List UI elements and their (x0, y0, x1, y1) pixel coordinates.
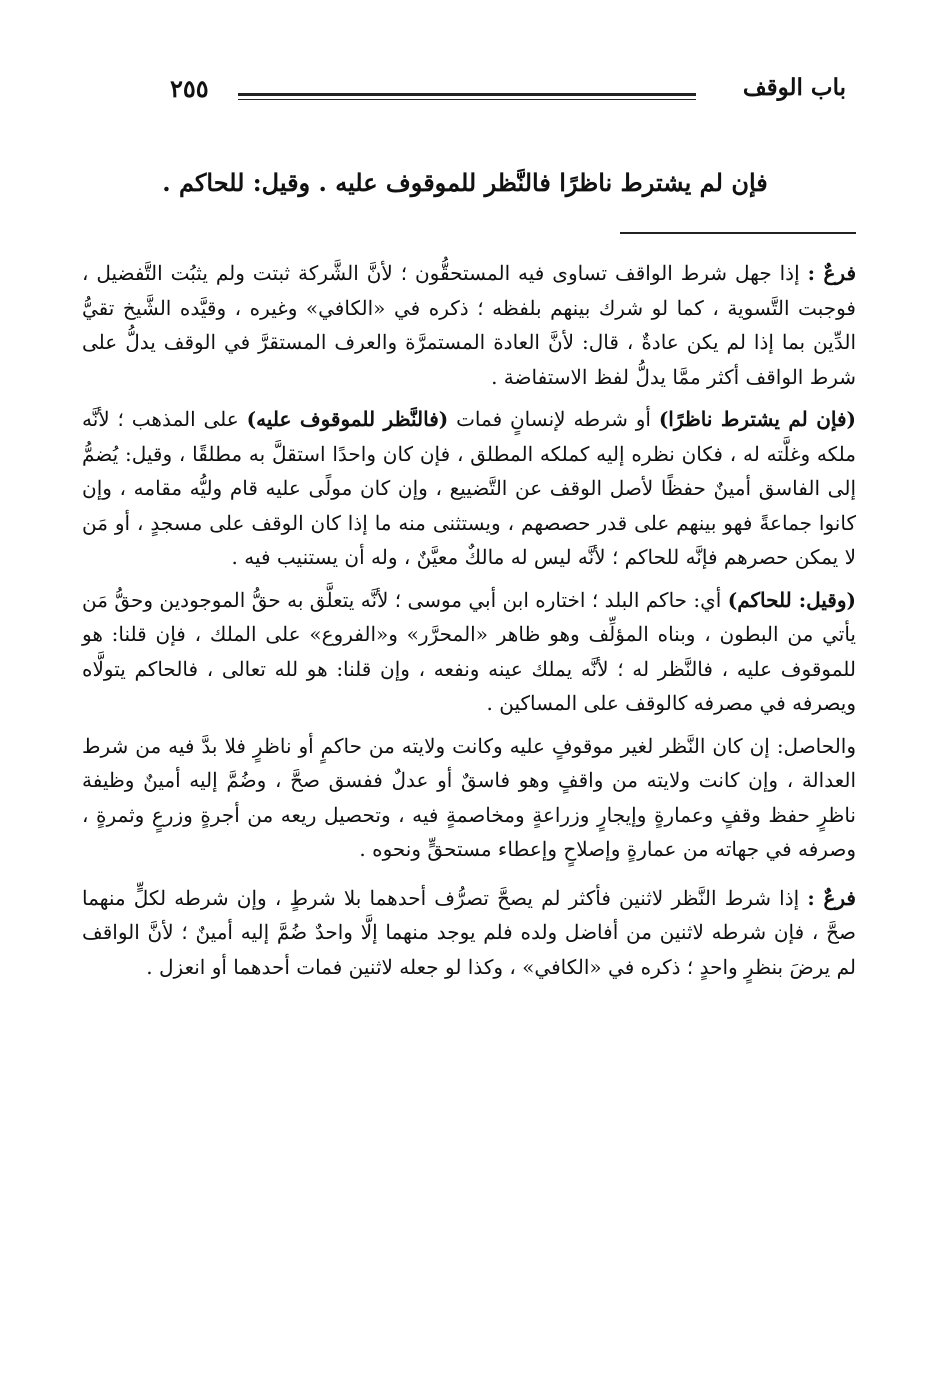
paragraph-hasil (82, 729, 856, 867)
matn-quote: (فإن لم يشترط ناظرًا) (658, 407, 857, 431)
commentary-body (82, 256, 856, 992)
paragraph-far-2 (82, 881, 856, 985)
paragraph-nazir (82, 402, 856, 575)
page-header (170, 74, 846, 114)
separator-rule (620, 232, 856, 234)
paragraph-text: أي: حاكم البلد ؛ اختاره ابن أبي موسى ؛ لأنَّه يتعلَّق به حقُّ الموجودين وحقُّ مَن يأتي من البطون ، وبناه المؤلِّف وهو ظاهر «المحرَّر» و«الفروع» على الملك ، فإن قلنا: هو للموقوف عليه ، فالنَّظر له ؛ لأنَّه يملك عينه ونفعه ، وإن قلنا: هو لله تعالى ، فالحاكم يتولَّاه ويصرفه في مصرفه كالوقف على المساكين . (82, 587, 856, 715)
paragraph-text: إذا شرط النَّظر لاثنين فأكثر لم يصحَّ تصرُّف أحدهما بلا شرطٍ ، وإن شرطه لكلٍّ منهما صحَّ ، فإن شرطه لاثنين من أفاضل ولده فلم يوجد منهما إلَّا واحدٌ ضُمَّ إليه أمينٌ ؛ لأنَّ الواقف لم يرضَ بنظرٍ واحدٍ ؛ ذكره في «الكافي» ، وكذا لو جعله لاثنين فمات أحدهما أو انعزل . (82, 885, 856, 979)
chapter-title: باب الوقف (742, 74, 846, 101)
matn-quote: (وقيل: للحاكم) (727, 587, 856, 612)
paragraph-text: إذا جهل شرط الواقف تساوى فيه المستحقُّون ؛ لأنَّ الشَّركة ثبتت ولم يثبُت التَّفضيل ، فوجبت التَّسوية ، كما لو شرك بينهم بلفظه ؛ ذكره في «الكافي» وغيره ، وقيَّده الشَّيخ تقيُّ الدِّين بما إذا لم يكن عادةٌ ، قال: لأنَّ العادة المستمرَّة والعرف المستقرَّ في الوقف يدلُّ على شرط الواقف أكثر ممَّا يدلُّ لفظ الاستفاضة . (82, 261, 856, 389)
matn-quote: (فالنَّظر للموقوف عليه) (246, 407, 449, 431)
far-label: فرعٌ : (807, 885, 856, 910)
far-label: فرعٌ : (807, 261, 857, 285)
paragraph-text: والحاصل: إن كان النَّظر لغير موقوفٍ عليه وكانت ولايته من حاكمٍ أو ناظرٍ فلا بدَّ فيه من شرط العدالة ، وإن كانت ولايته من واقفٍ وهو فاسقٌ أو عدلٌ ففسق صحَّ ، وضُمَّ إليه أمينٌ وظيفة ناظرٍ حفظ وقفٍ وعمارةٍ وإيجارٍ وزراعةٍ ومخاصمةٍ فيه ، وتحصيل ريعه من أجرةٍ وزرعٍ وثمرةٍ ، وصرفه في جهاته من عمارةٍ وإصلاحٍ وإعطاء مستحقٍّ ونحوه . (82, 733, 856, 861)
paragraph-hakim (82, 583, 856, 721)
header-rule-thin (238, 99, 696, 100)
paragraph-text: أو شرطه لإنسانٍ فمات (448, 407, 659, 431)
header-rule (238, 93, 696, 96)
paragraph-text: على المذهب ؛ لأنَّه ملكه وغلَّته له ، فكان نظره إليه كملكه المطلق ، فإن كان واحدًا استقلَّ به مطلقًا ، وقيل: يُضمُّ إلى الفاسق أمينٌ حفظًا لأصل الوقف عن التَّضييع ، وإن كان مولًى عليه قام وليُّه مقامه ، وإن كانوا جماعةً فهو بينهم على قدر حصصهم ، ويستثنى منه ما إذا كان الوقف على مسجدٍ ، أو مَن لا يمكن حصرهم فإنَّه للحاكم ؛ لأنَّه ليس له مالكٌ معيَّنٌ ، وله أن يستنيب فيه . (82, 407, 856, 569)
paragraph-far-1 (82, 256, 856, 394)
page-number: ٢٥٥ (170, 74, 209, 103)
matn-text: فإن لم يشترط ناظرًا فالنَّظر للموقوف عليه . وقيل: للحاكم . (162, 168, 768, 197)
